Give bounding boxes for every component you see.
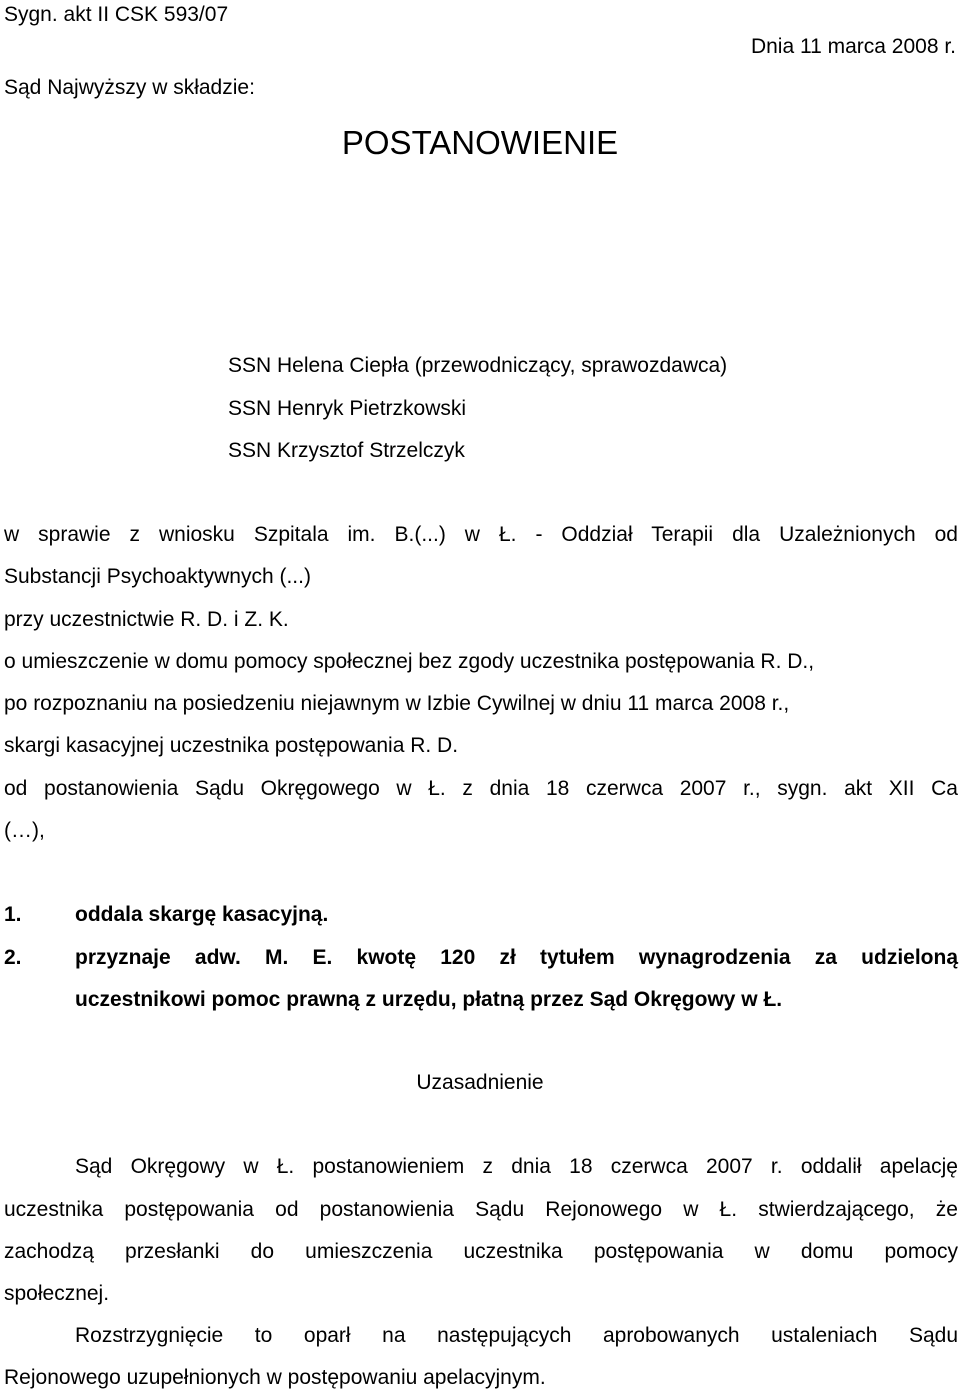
paragraph-line: uczestnika postępowania od postanowienia Sądu Rejonowego w Ł. stwierdzającego, że xyxy=(4,1198,958,1221)
document-date: Dnia 11 marca 2008 r. xyxy=(750,35,956,58)
justification-heading: Uzasadnienie xyxy=(416,1071,544,1094)
paragraph-line: Rozstrzygnięcie to oparł na następujących aprobowanych ustaleniach Sądu xyxy=(75,1324,958,1347)
decision-text: oddala skargę kasacyjną. xyxy=(75,903,329,926)
case-line: o umieszczenie w domu pomocy społecznej bez zgody uczestnika postępowania R. D., xyxy=(4,650,815,673)
decision-text: przyznaje adw. M. E. kwotę 120 zł tytułem wynagrodzenia za udzieloną xyxy=(75,946,958,969)
case-line: po rozpoznaniu na posiedzeniu niejawnym w Izbie Cywilnej w dniu 11 marca 2008 r., xyxy=(4,692,790,715)
case-line: Substancji Psychoaktywnych (...) xyxy=(4,565,311,588)
case-line: (…), xyxy=(4,819,45,842)
case-line: skargi kasacyjnej uczestnika postępowania R. D. xyxy=(4,734,459,757)
paragraph-line: społecznej. xyxy=(4,1282,110,1305)
paragraph-line: Sąd Okręgowy w Ł. postanowieniem z dnia 18 czerwca 2007 r. oddalił apelację xyxy=(75,1155,958,1178)
case-line: przy uczestnictwie R. D. i Z. K. xyxy=(4,608,289,631)
decision-number: 2. xyxy=(4,946,22,969)
decision-number: 1. xyxy=(4,903,22,926)
judge-name: SSN Henryk Pietrzkowski xyxy=(228,397,467,420)
paragraph-line: Rejonowego uzupełnionych w postępowaniu apelacyjnym. xyxy=(4,1366,546,1389)
document-title: POSTANOWIENIE xyxy=(341,124,619,161)
court-composition-intro: Sąd Najwyższy w składzie: xyxy=(4,76,255,99)
decision-text: uczestnikowi pomoc prawną z urzędu, płatną przez Sąd Okręgowy w Ł. xyxy=(75,988,783,1011)
case-line: w sprawie z wniosku Szpitala im. B.(...) w Ł. - Oddział Terapii dla Uzależnionych od xyxy=(4,523,958,546)
case-line: od postanowienia Sądu Okręgowego w Ł. z dnia 18 czerwca 2007 r., sygn. akt XII Ca xyxy=(4,777,958,800)
case-signature: Sygn. akt II CSK 593/07 xyxy=(4,3,229,26)
judge-name: SSN Helena Ciepła (przewodniczący, sprawozdawca) xyxy=(228,354,728,377)
paragraph-line: zachodzą przesłanki do umieszczenia uczestnika postępowania w domu pomocy xyxy=(4,1240,958,1263)
judge-name: SSN Krzysztof Strzelczyk xyxy=(228,439,465,462)
